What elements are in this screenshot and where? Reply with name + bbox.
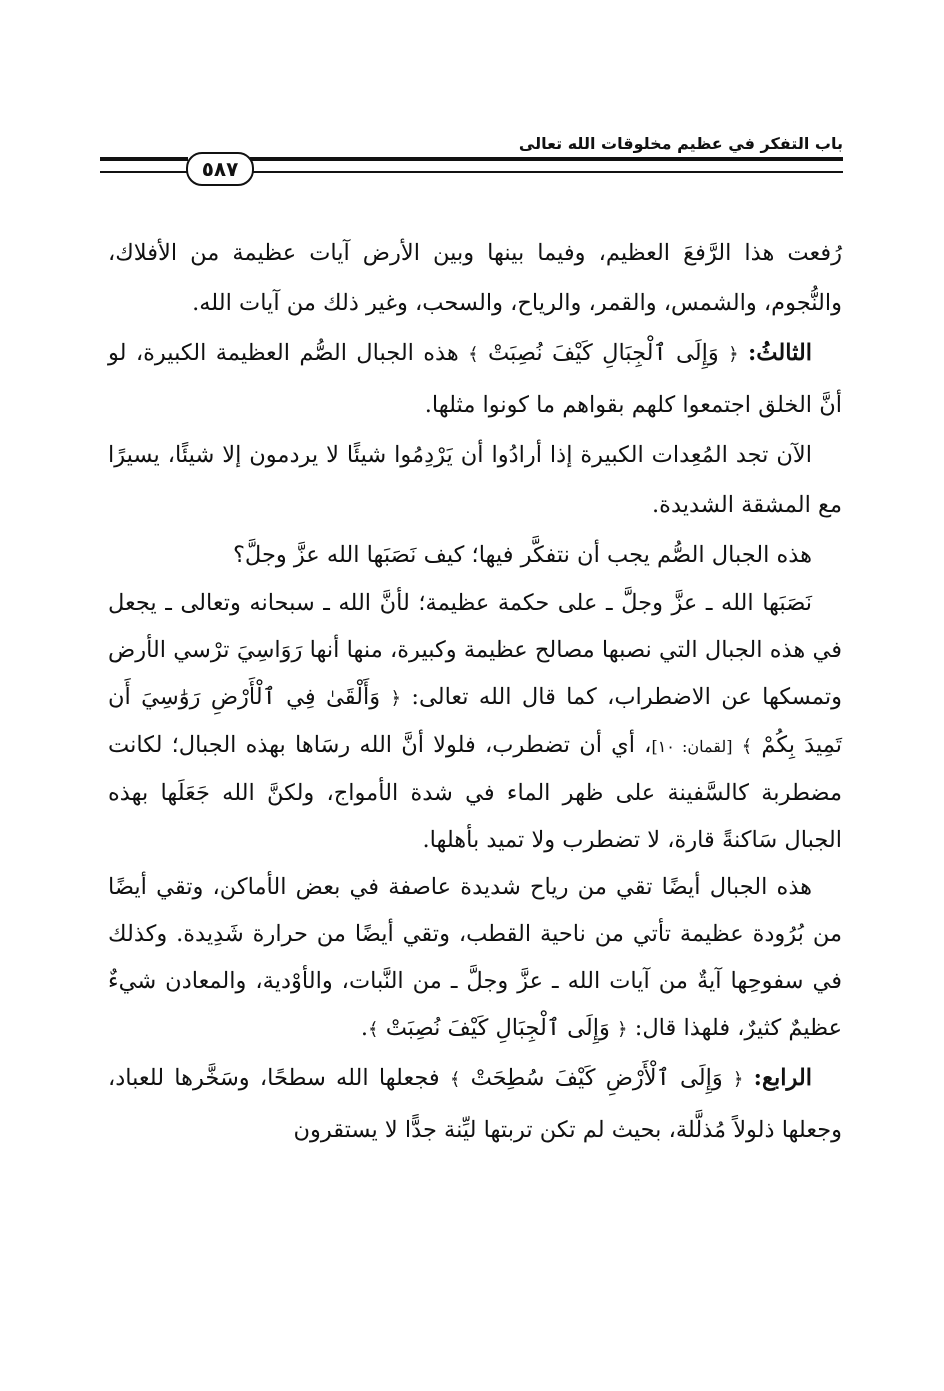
page-header	[100, 128, 843, 184]
quran-verse: وَأَلْقَىٰ فِي ٱلْأَرْضِ رَوَٰسِيَ أَن تَمِيدَ بِكُمْ	[108, 684, 843, 758]
quran-verse: وَإِلَى ٱلْأَرْضِ كَيْفَ سُطِحَتْ	[470, 1065, 723, 1091]
paragraph: هذه الجبال الصُّم يجب أن نتفكَّر فيها؛ كيف نَصَبَها الله عزَّ وجلَّ؟	[232, 542, 812, 568]
verse-close-bracket: ﴾	[741, 736, 753, 757]
verse-open-bracket: ﴿	[728, 344, 739, 365]
paragraph-fourth: الرابع: ﴿ وَإِلَى ٱلْأَرْضِ كَيْفَ سُطِحَتْ ﴾ فجعلها الله سطحًا، وسَخَّرها للعباد، وجعلها ذلولاً مُذلَّلة، بحيث لم تكن تربتها ليِّنة جدًّا لا يستقرون	[108, 1065, 842, 1143]
page-number: ٥٨٧	[186, 152, 254, 186]
header-rule-left-bottom	[100, 171, 188, 173]
verse-open-bracket: ﴿	[390, 688, 402, 709]
paragraph-third: الثالثُ: ﴿ وَإِلَى ٱلْجِبَالِ كَيْفَ نُصِبَتْ ﴾ هذه الجبال الصُّم العظيمة الكبيرة، لو أنَّ الخلق اجتمعوا كلهم بقواهم ما كونوا مثلها.	[108, 340, 842, 418]
paragraph: الآن تجد المُعِدات الكبيرة إذا أرادُوا أن يَرْدِمُوا شيئًا لا يردمون إلا شيئًا، يسيرًا مع المشقة الشديدة.	[108, 442, 842, 518]
header-rule-right-bottom	[250, 171, 843, 173]
paragraph: هذه الجبال أيضًا تقي من رياح شديدة عاصفة في بعض الأماكن، وتقي أيضًا من بُرُودة عظيمة تأتي من ناحية القطب، وتقي أيضًا من حرارة شَدِيدة. وكذلك في سفوحِها آيةٌ من آيات الله ـ عزَّ وجلَّ ـ من النَّبات، والأوْدية، والمعادن شيءٌ عظيمٌ كثيرٌ، فلهذا قال: ﴿ وَإِلَى ٱلْجِبَالِ كَيْفَ نُصِبَتْ ﴾.	[108, 874, 842, 1041]
quran-verse: وَإِلَى ٱلْجِبَالِ كَيْفَ نُصِبَتْ	[487, 340, 719, 366]
paragraph: رُفعت هذا الرَّفعَ العظيم، وفيما بينها وبين الأرض آيات عظيمة من الأفلاك، والنُّجوم، والشمس، والقمر، والرياح، والسحب، وغير ذلك من آيات الله.	[108, 240, 842, 316]
verse-citation: [لقمان: ١٠]	[651, 737, 733, 756]
quran-verse: وَإِلَى ٱلْجِبَالِ كَيْفَ نُصِبَتْ	[385, 1015, 610, 1041]
verse-close-bracket: ﴾	[368, 1019, 379, 1040]
chapter-title: باب التفكر في عظيم مخلوقات الله تعالى	[518, 134, 843, 153]
header-rule-right-top	[250, 157, 843, 161]
verse-close-bracket: ﴾	[449, 1069, 461, 1090]
header-rule-left-top	[100, 157, 188, 161]
section-label: الرابع:	[753, 1065, 812, 1091]
page-body	[108, 228, 842, 1155]
verse-open-bracket: ﴿	[732, 1069, 744, 1090]
verse-open-bracket: ﴿	[617, 1019, 628, 1040]
paragraph: نَصَبَها الله ـ عزَّ وجلَّ ـ على حكمة عظيمة؛ لأنَّ الله ـ سبحانه وتعالى ـ يجعل في هذه الجبال التي نصبها مصالح عظيمة وكبيرة، منها أنها رَوَاسِيَ ترْسي الأرض وتمسكها عن الاضطراب، كما قال الله تعالى: ﴿ وَأَلْقَىٰ فِي ٱلْأَرْضِ رَوَٰسِيَ أَن تَمِيدَ بِكُمْ ﴾ [لقمان: ١٠]، أي أن تضطرب، فلولا أنَّ الله رسَاها بهذه الجبال؛ لكانت مضطربة كالسَّفينة على ظهر الماء في شدة الأمواج، ولكنَّ الله جَعَلَها بهذه الجبال سَاكنةً قارة، لا تضطرب ولا تميد بأهلها.	[108, 590, 843, 853]
verse-close-bracket: ﴾	[468, 344, 479, 365]
section-label: الثالثُ:	[747, 340, 812, 366]
